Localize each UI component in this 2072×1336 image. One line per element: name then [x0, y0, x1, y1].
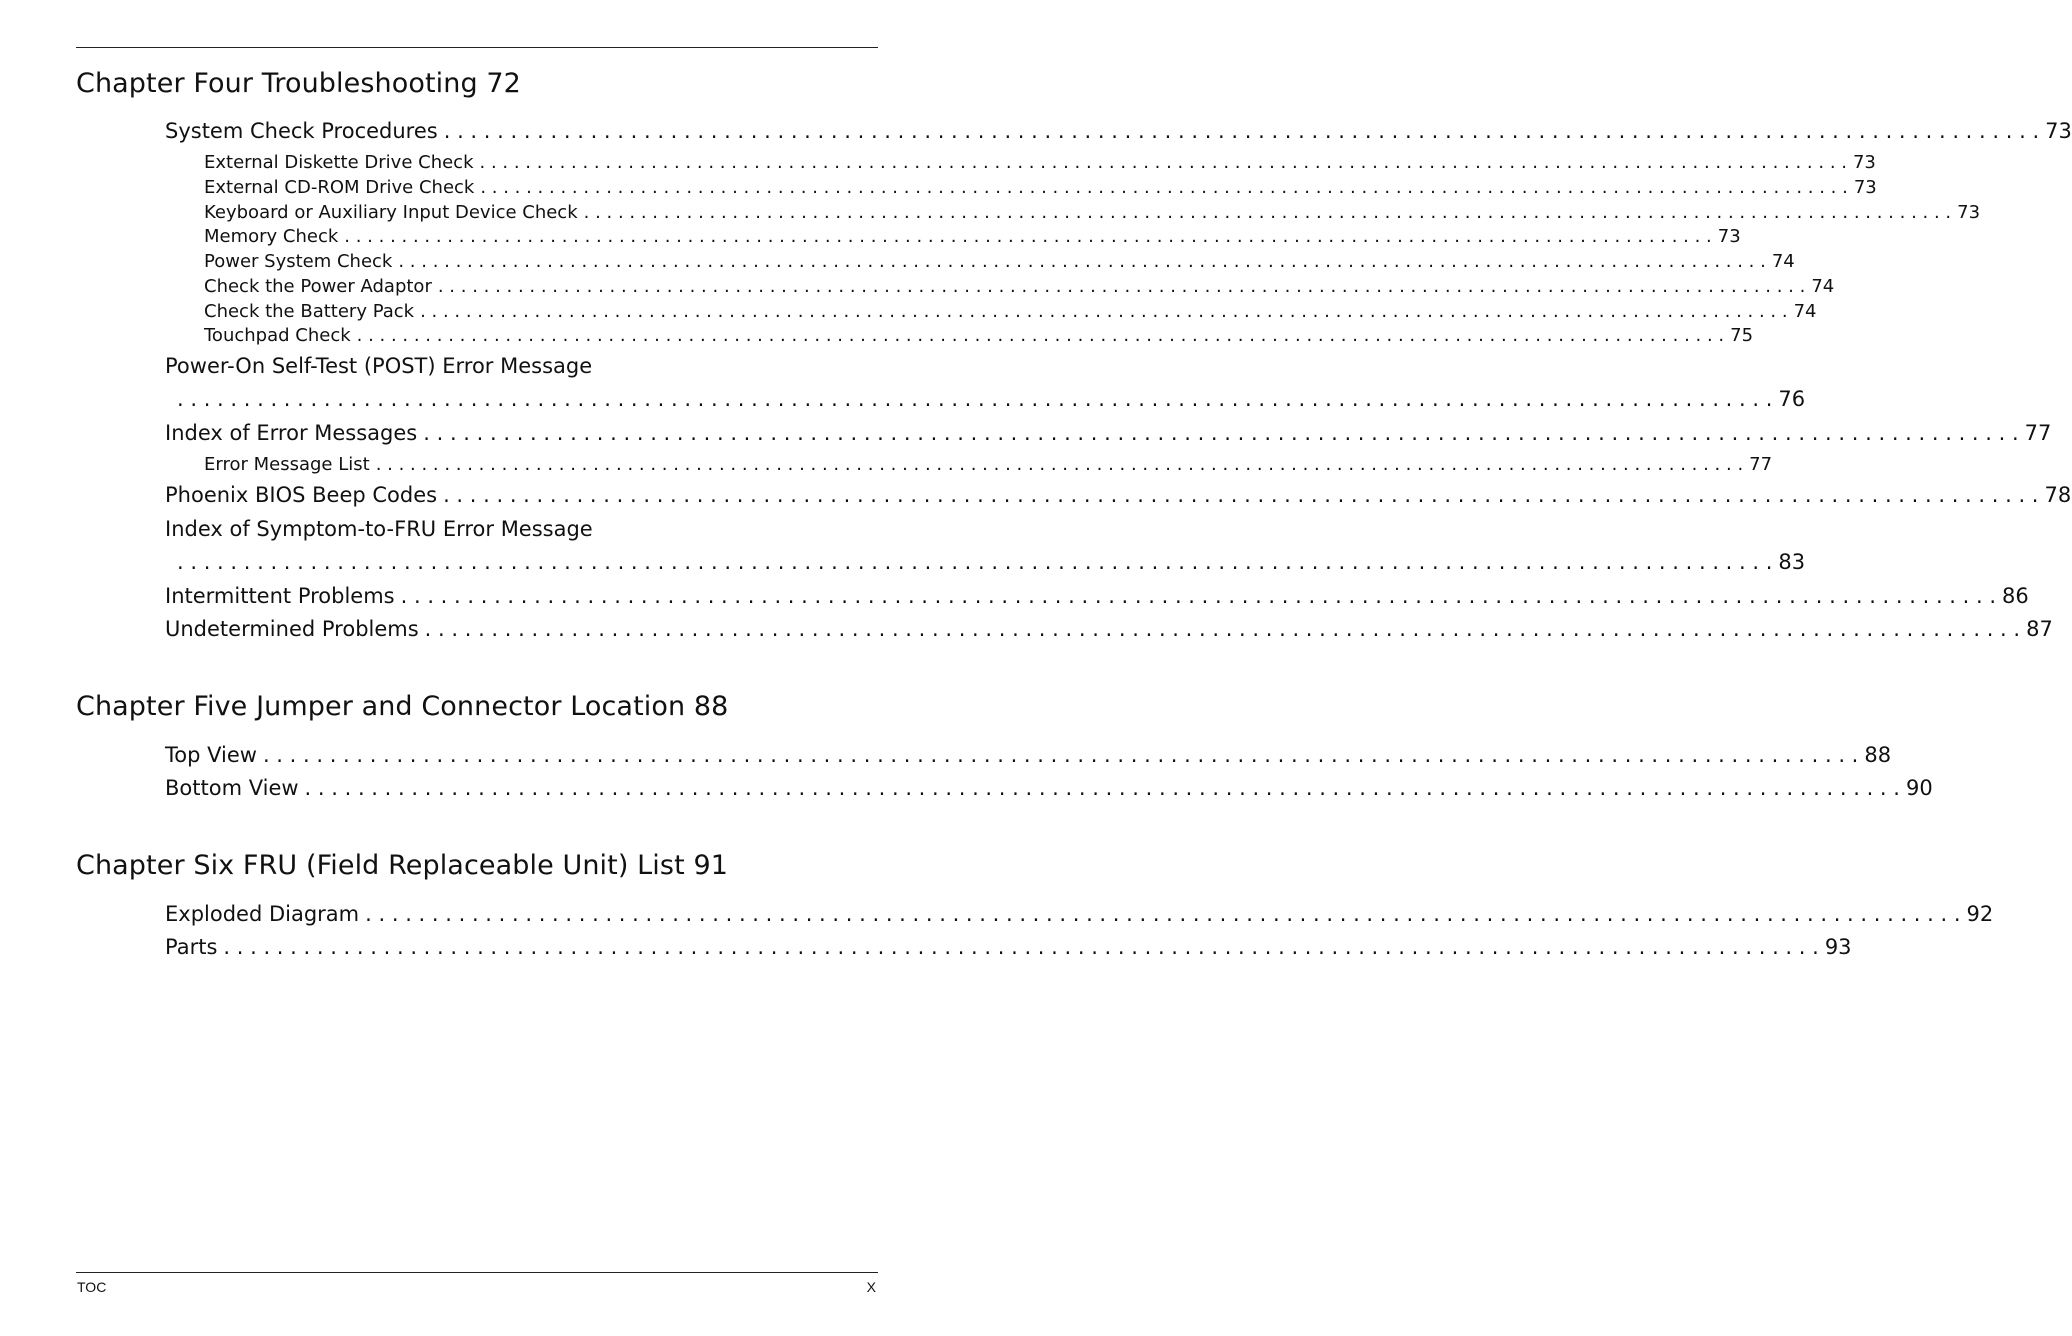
toc-subentry[interactable] — [204, 276, 1835, 298]
dot-leader: . . . . . . . . . . . . . . . . . . . . . . . . . . . . . . . . . . . . . . . . . . . . . . . . . . . . . . . . . . . . . . . . . . . . . . . . . . . . . . . . . . . . . . . . . . . . . . . . . . . . . . . . . . . . . . . . . . . . . . . . — [398, 251, 1766, 272]
toc-entry-page: 83 — [1778, 550, 1806, 574]
dot-leader: . . . . . . . . . . . . . . . . . . . . . . . . . . . . . . . . . . . . . . . . . . . . . . . . . . . . . . . . . . . . . . . . . . . . . . . . . . . . . . . . . . . . . . . . . . . . . . . . . . . . . . . . . . . . . . . . . . . . . . . . — [420, 301, 1788, 322]
toc-entry[interactable] — [165, 352, 1806, 413]
toc-entry[interactable] — [165, 615, 2053, 643]
toc-entry-title: System Check Procedures — [165, 119, 438, 143]
header-rule — [76, 47, 878, 48]
toc-entry-page: 86 — [2002, 584, 2029, 608]
dot-leader: . . . . . . . . . . . . . . . . . . . . . . . . . . . . . . . . . . . . . . . . . . . . . . . . . . . . . . . . . . . . . . . . . . . . . . . . . . . . . . . . . . . . . . . . . . . . . . . . . . . . . . . . . . . . . . . . . . . . . . . . — [437, 276, 1806, 297]
toc-entry-title: Parts — [165, 935, 218, 959]
toc-entry-page: 74 — [1771, 251, 1795, 272]
toc-entry[interactable] — [165, 933, 1852, 961]
dot-leader: . . . . . . . . . . . . . . . . . . . . . . . . . . . . . . . . . . . . . . . . . . . . . . . . . . . . . . . . . . . . . . . . . . . . . . . . . . . . . . . . . . . . . . . . . . . . . . . . . . . . . . . . . . . . . . . . . . . . . . . . — [583, 202, 1952, 223]
dot-leader: . . . . . . . . . . . . . . . . . . . . . . . . . . . . . . . . . . . . . . . . . . . . . . . . . . . . . . . . . . . . . . . . . . . . . . . . . . . . . . . . . . . . . . . . . . . . . . . . . . . . . . . . . . . . . . . . . . . . . . . . — [443, 119, 2040, 143]
dot-leader: . . . . . . . . . . . . . . . . . . . . . . . . . . . . . . . . . . . . . . . . . . . . . . . . . . . . . . . . . . . . . . . . . . . . . . . . . . . . . . . . . . . . . . . . . . . . . . . . . . . . . . . . . . . . . . . . . . . . . . . . — [443, 483, 2039, 507]
toc-subentry[interactable] — [204, 325, 1754, 347]
toc-entry[interactable] — [165, 419, 2052, 447]
dot-leader: . . . . . . . . . . . . . . . . . . . . . . . . . . . . . . . . . . . . . . . . . . . . . . . . . . . . . . . . . . . . . . . . . . . . . . . . . . . . . . . . . . . . . . . . . . . . . . . . . . . . . . . . . . . . . . . . . . . . . . . . — [400, 584, 1997, 608]
toc-subentry[interactable] — [204, 454, 1773, 476]
toc-entry-title: Index of Symptom-to-FRU Error Message — [165, 517, 593, 541]
dot-leader: . . . . . . . . . . . . . . . . . . . . . . . . . . . . . . . . . . . . . . . . . . . . . . . . . . . . . . . . . . . . . . . . . . . . . . . . . . . . . . . . . . . . . . . . . . . . . . . . . . . . . . . . . . . . . . . . . . . . . . . . — [177, 550, 1773, 574]
toc-entry[interactable] — [165, 582, 2029, 610]
toc-entry-title: Memory Check — [204, 226, 339, 247]
toc-entry-title: Index of Error Messages — [165, 421, 418, 445]
dot-leader: . . . . . . . . . . . . . . . . . . . . . . . . . . . . . . . . . . . . . . . . . . . . . . . . . . . . . . . . . . . . . . . . . . . . . . . . . . . . . . . . . . . . . . . . . . . . . . . . . . . . . . . . . . . . . . . . . . . . . . . . — [356, 325, 1725, 346]
toc-subentry[interactable] — [204, 177, 1877, 199]
dot-leader: . . . . . . . . . . . . . . . . . . . . . . . . . . . . . . . . . . . . . . . . . . . . . . . . . . . . . . . . . . . . . . . . . . . . . . . . . . . . . . . . . . . . . . . . . . . . . . . . . . . . . . . . . . . . . . . . . . . . . . . . — [177, 387, 1773, 411]
toc-entry-page: 74 — [1793, 301, 1817, 322]
dot-leader: . . . . . . . . . . . . . . . . . . . . . . . . . . . . . . . . . . . . . . . . . . . . . . . . . . . . . . . . . . . . . . . . . . . . . . . . . . . . . . . . . . . . . . . . . . . . . . . . . . . . . . . . . . . . . . . . . . . . . . . . — [223, 935, 1819, 959]
chapter-heading: Chapter Five Jumper and Connector Location 88 — [76, 691, 729, 722]
toc-entry-title: Error Message List — [204, 454, 370, 475]
toc-entry[interactable] — [165, 900, 1994, 928]
toc-entry-page: 73 — [2045, 119, 2072, 143]
chapter-heading: Chapter Four Troubleshooting 72 — [76, 68, 521, 99]
toc-entry-title: Exploded Diagram — [165, 902, 360, 926]
toc-entry-page: 88 — [1864, 743, 1892, 767]
toc-entry-page: 87 — [2026, 617, 2053, 641]
toc-entry-page: 73 — [1957, 202, 1981, 223]
dot-leader: . . . . . . . . . . . . . . . . . . . . . . . . . . . . . . . . . . . . . . . . . . . . . . . . . . . . . . . . . . . . . . . . . . . . . . . . . . . . . . . . . . . . . . . . . . . . . . . . . . . . . . . . . . . . . . . . . . . . . . . . — [424, 617, 2021, 641]
toc-entry-page: 76 — [1778, 387, 1806, 411]
toc-entry-title: Keyboard or Auxiliary Input Device Check — [204, 202, 578, 223]
toc-entry[interactable] — [165, 481, 2072, 509]
footer-rule — [76, 1272, 878, 1273]
toc-entry-page: 92 — [1966, 902, 1994, 926]
toc-entry-leader-row — [165, 548, 1806, 576]
toc-entry-page: 93 — [1824, 935, 1852, 959]
toc-entry-page: 73 — [1853, 177, 1877, 198]
toc-entry-page: 77 — [2024, 421, 2052, 445]
toc-entry-title: Intermittent Problems — [165, 584, 395, 608]
toc-entry-page: 78 — [2044, 483, 2072, 507]
toc-entry-page: 90 — [1905, 776, 1933, 800]
toc-entry-page: 74 — [1811, 276, 1835, 297]
dot-leader: . . . . . . . . . . . . . . . . . . . . . . . . . . . . . . . . . . . . . . . . . . . . . . . . . . . . . . . . . . . . . . . . . . . . . . . . . . . . . . . . . . . . . . . . . . . . . . . . . . . . . . . . . . . . . . . . . . . . . . . . — [479, 152, 1847, 173]
toc-subentry[interactable] — [204, 301, 1817, 323]
toc-subentry[interactable] — [204, 152, 1876, 174]
toc-entry-leader-row — [165, 385, 1806, 413]
dot-leader: . . . . . . . . . . . . . . . . . . . . . . . . . . . . . . . . . . . . . . . . . . . . . . . . . . . . . . . . . . . . . . . . . . . . . . . . . . . . . . . . . . . . . . . . . . . . . . . . . . . . . . . . . . . . . . . . . . . . . . . . — [423, 421, 2019, 445]
toc-entry-title: Check the Battery Pack — [204, 301, 415, 322]
footer-page-number: X — [866, 1279, 876, 1295]
dot-leader: . . . . . . . . . . . . . . . . . . . . . . . . . . . . . . . . . . . . . . . . . . . . . . . . . . . . . . . . . . . . . . . . . . . . . . . . . . . . . . . . . . . . . . . . . . . . . . . . . . . . . . . . . . . . . . . . . . . . . . . . — [262, 743, 1859, 767]
toc-entry[interactable] — [165, 774, 1933, 802]
toc-subentry[interactable] — [204, 251, 1795, 273]
toc-entry-title: Check the Power Adaptor — [204, 276, 432, 297]
dot-leader: . . . . . . . . . . . . . . . . . . . . . . . . . . . . . . . . . . . . . . . . . . . . . . . . . . . . . . . . . . . . . . . . . . . . . . . . . . . . . . . . . . . . . . . . . . . . . . . . . . . . . . . . . . . . . . . . . . . . . . . . — [344, 226, 1712, 247]
toc-entry-page: 73 — [1717, 226, 1741, 247]
toc-entry-title: Top View — [165, 743, 257, 767]
toc-entry-title: Power-On Self-Test (POST) Error Message — [165, 354, 593, 378]
toc-entry-title: External Diskette Drive Check — [204, 152, 474, 173]
dot-leader: . . . . . . . . . . . . . . . . . . . . . . . . . . . . . . . . . . . . . . . . . . . . . . . . . . . . . . . . . . . . . . . . . . . . . . . . . . . . . . . . . . . . . . . . . . . . . . . . . . . . . . . . . . . . . . . . . . . . . . . . — [480, 177, 1848, 198]
dot-leader: . . . . . . . . . . . . . . . . . . . . . . . . . . . . . . . . . . . . . . . . . . . . . . . . . . . . . . . . . . . . . . . . . . . . . . . . . . . . . . . . . . . . . . . . . . . . . . . . . . . . . . . . . . . . . . . . . . . . . . . . — [375, 454, 1744, 475]
toc-entry-title: Power System Check — [204, 251, 393, 272]
toc-entry-title: Phoenix BIOS Beep Codes — [165, 483, 438, 507]
toc-entry[interactable] — [165, 741, 1892, 769]
footer-section-label: TOC — [77, 1279, 107, 1295]
toc-entry-page: 75 — [1730, 325, 1754, 346]
toc-entry-title: Bottom View — [165, 776, 299, 800]
toc-entry-title: External CD-ROM Drive Check — [204, 177, 475, 198]
toc-entry[interactable] — [165, 117, 2072, 145]
toc-entry-page: 73 — [1852, 152, 1876, 173]
toc-subentry[interactable] — [204, 202, 1981, 224]
dot-leader: . . . . . . . . . . . . . . . . . . . . . . . . . . . . . . . . . . . . . . . . . . . . . . . . . . . . . . . . . . . . . . . . . . . . . . . . . . . . . . . . . . . . . . . . . . . . . . . . . . . . . . . . . . . . . . . . . . . . . . . . — [365, 902, 1961, 926]
chapter-heading: Chapter Six FRU (Field Replaceable Unit) List 91 — [76, 850, 728, 881]
toc-entry[interactable] — [165, 515, 1806, 576]
dot-leader: . . . . . . . . . . . . . . . . . . . . . . . . . . . . . . . . . . . . . . . . . . . . . . . . . . . . . . . . . . . . . . . . . . . . . . . . . . . . . . . . . . . . . . . . . . . . . . . . . . . . . . . . . . . . . . . . . . . . . . . . — [304, 776, 1900, 800]
toc-subentry[interactable] — [204, 226, 1741, 248]
toc-entry-page: 77 — [1749, 454, 1773, 475]
toc-entry-title: Undetermined Problems — [165, 617, 419, 641]
toc-entry-title: Touchpad Check — [204, 325, 351, 346]
